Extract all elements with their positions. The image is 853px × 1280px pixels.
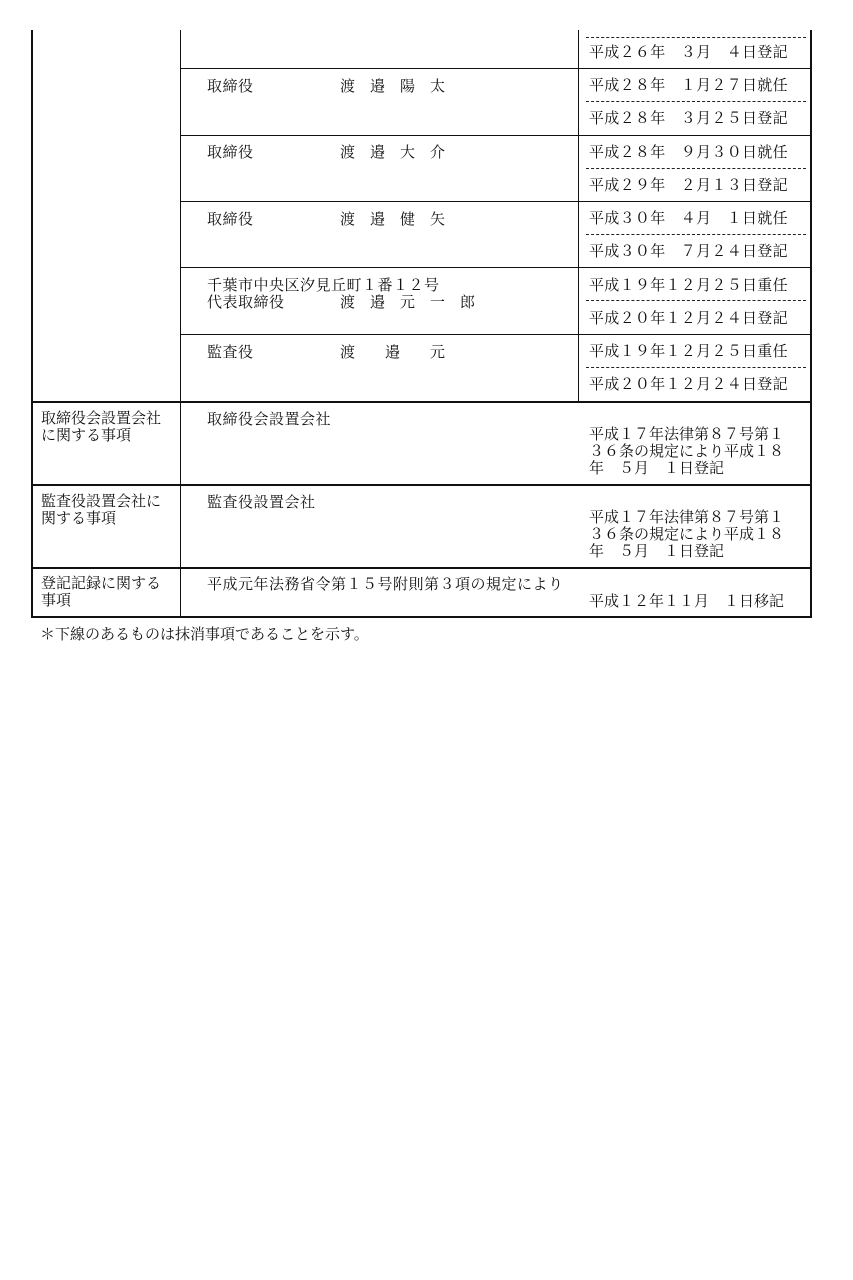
section-record-header: 登記記録に関する 事項: [41, 574, 162, 609]
date-dashed-divider: [586, 101, 806, 102]
officer-3-name: 渡 邉 健 矢: [340, 210, 446, 228]
officer-0-registered-date: 平成２６年 ３月 ４日登記: [589, 43, 788, 61]
table-bottom-border: [31, 616, 812, 618]
date-dashed-divider: [586, 234, 806, 235]
officer-4-registered-date: 平成２０年１２月２４日登記: [589, 309, 788, 327]
officer-5-name: 渡 邉 元: [340, 343, 446, 361]
officer-3-appointed-date: 平成３０年 ４月 １日就任: [589, 209, 788, 227]
date-dashed-divider: [586, 37, 806, 38]
officer-3-role: 取締役: [207, 210, 254, 228]
left-border: [31, 30, 33, 618]
section-board-header: 取締役会設置会社 に関する事項: [41, 409, 162, 444]
officer-1-name: 渡 邉 陽 太: [340, 77, 446, 95]
officer-4-role: 代表取締役: [207, 293, 285, 311]
row-separator: [180, 334, 811, 335]
section-record-date: 平成１２年１１月 １日移記: [589, 592, 785, 610]
footnote: ＊下線のあるものは抹消事項であることを示す。: [40, 625, 369, 643]
officer-4-address: 千葉市中央区汐見丘町１番１２号: [207, 276, 440, 294]
row-separator: [180, 201, 811, 202]
officer-1-role: 取締役: [207, 77, 254, 95]
section-auditor-content: 監査役設置会社: [207, 493, 316, 511]
right-border: [810, 30, 812, 618]
section-auditor-header: 監査役設置会社に 関する事項: [41, 492, 162, 527]
section-auditor-date: 平成１７年法律第８７号第１ ３６条の規定により平成１８ 年 ５月 １日登記: [589, 508, 785, 560]
date-dashed-divider: [586, 367, 806, 368]
column-divider-date: [578, 30, 579, 403]
officer-5-role: 監査役: [207, 343, 254, 361]
officer-2-name: 渡 邉 大 介: [340, 143, 446, 161]
officer-1-registered-date: 平成２８年 ３月２５日登記: [589, 109, 788, 127]
officer-2-appointed-date: 平成２８年 ９月３０日就任: [589, 143, 788, 161]
date-dashed-divider: [586, 300, 806, 301]
section-separator: [31, 484, 812, 486]
officer-1-appointed-date: 平成２８年 １月２７日就任: [589, 76, 788, 94]
row-separator: [180, 68, 811, 69]
section-board-date: 平成１７年法律第８７号第１ ３６条の規定により平成１８ 年 ５月 １日登記: [589, 425, 785, 477]
officer-4-reappointed-date: 平成１９年１２月２５日重任: [589, 276, 788, 294]
officer-2-role: 取締役: [207, 143, 254, 161]
row-separator: [180, 135, 811, 136]
officer-2-registered-date: 平成２９年 ２月１３日登記: [589, 176, 788, 194]
section-separator: [31, 401, 812, 403]
section-record-content: 平成元年法務省令第１５号附則第３項の規定により: [207, 575, 564, 593]
date-dashed-divider: [586, 168, 806, 169]
officer-4-name: 渡 邉 元 一 郎: [340, 293, 476, 311]
row-separator: [180, 267, 811, 268]
officer-5-reappointed-date: 平成１９年１２月２５日重任: [589, 342, 788, 360]
officer-3-registered-date: 平成３０年 ７月２４日登記: [589, 242, 788, 260]
column-divider-header: [180, 30, 181, 618]
section-separator: [31, 567, 812, 569]
section-board-content: 取締役会設置会社: [207, 410, 332, 428]
officer-5-registered-date: 平成２０年１２月２４日登記: [589, 375, 788, 393]
